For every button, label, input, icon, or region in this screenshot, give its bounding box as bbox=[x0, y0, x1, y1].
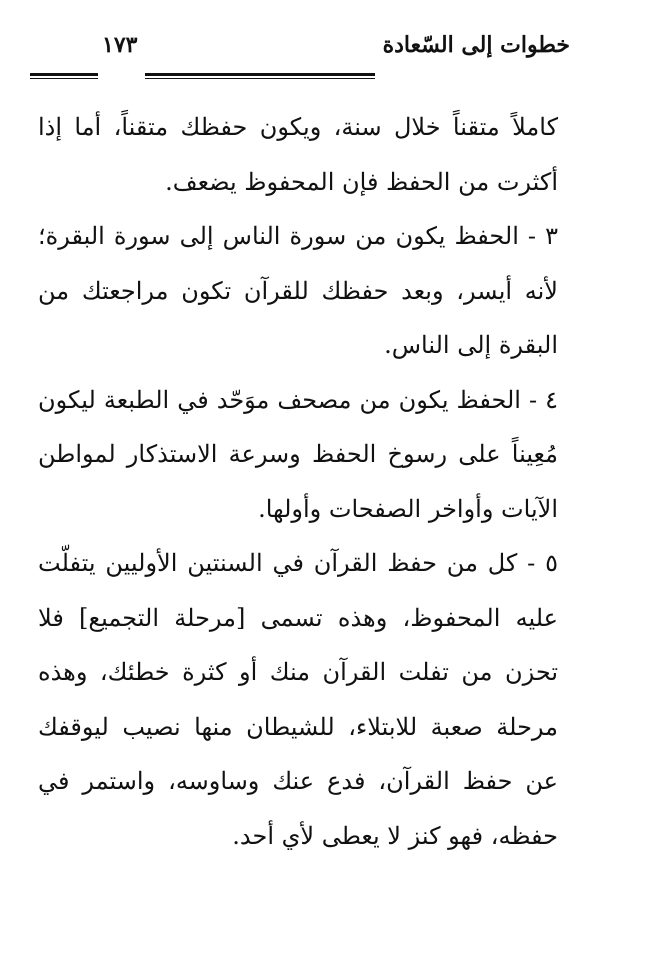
header-rule-short bbox=[30, 73, 98, 79]
paragraph-4: ٥ - كل من حفظ القرآن في السنتين الأوليين يتفلّت عليه المحفوظ، وهذه تسمى [مرحلة التجميع] فلا تحزن من تفلت القرآن منك أو كثرة خطئك، وهذه مرحلة صعبة للابتلاء، للشيطان منها نصيب ليوقفك عن حفظ القرآن، فدع عنك وساوسه، واستمر في حفظه، فهو كنز لا يعطى لأي أحد. bbox=[38, 549, 559, 850]
paragraph-1: كاملاً متقناً خلال سنة، ويكون حفظك متقناً، أما إذا أكثرت من الحفظ فإن المحفوظ يضعف. bbox=[38, 113, 558, 196]
paragraph-3: ٤ - الحفظ يكون من مصحف موَحّد في الطبعة ليكون مُعِيناً على رسوخ الحفظ وسرعة الاستذكار لمواطن الآيات وأواخر الصفحات وأولها. bbox=[38, 385, 558, 523]
paragraph-2: ٣ - الحفظ يكون من سورة الناس إلى سورة البقرة؛ لأنه أيسر، وبعد حفظك للقرآن تكون مراجعتك من البقرة إلى الناس. bbox=[38, 222, 558, 359]
page-number: ١٧٣ bbox=[102, 32, 138, 58]
header-rule bbox=[145, 73, 375, 79]
body-text bbox=[38, 100, 558, 863]
page-header bbox=[30, 28, 570, 68]
running-title: خطوات إلى السّعادة bbox=[382, 32, 570, 58]
